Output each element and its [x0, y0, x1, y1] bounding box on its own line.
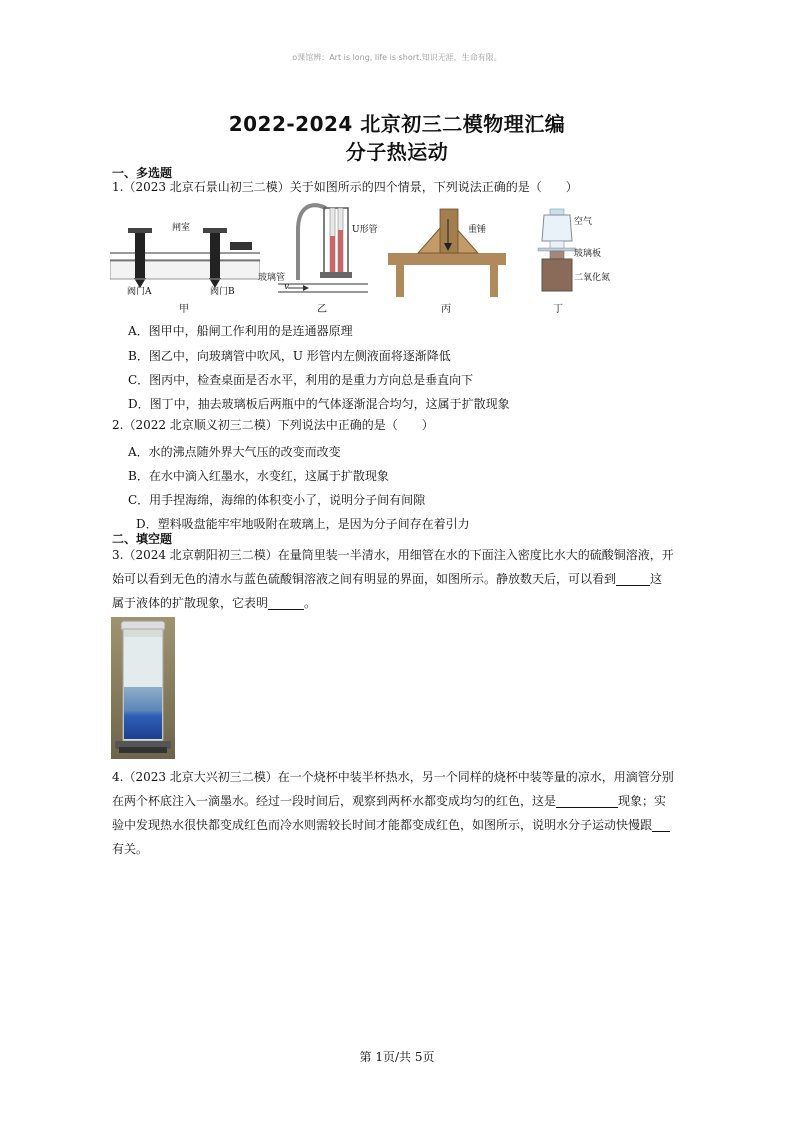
- label-glass-tube: 玻璃管: [258, 273, 286, 283]
- label-valve-a: 阀门A: [127, 287, 152, 297]
- page-footer: 第 1页/共 5页: [359, 1050, 435, 1064]
- label-air: 空气: [574, 217, 593, 227]
- page-title: 2022-2024 北京初三二模物理汇编: [228, 112, 566, 136]
- q3-text-2: 始可以看到无色的清水与蓝色硫酸铜溶液之间有明显的界面，如图所示。静放数天后，可以看到: [112, 572, 617, 586]
- q4-text-2-tail: 现象；实: [618, 794, 667, 808]
- caption-ding: 丁: [553, 304, 563, 315]
- q3-text-2-tail: 这: [650, 572, 663, 586]
- question-4-line-3: [112, 812, 692, 838]
- label-valve-b: 阀门B: [210, 287, 235, 297]
- question-4-line-2: [112, 788, 692, 814]
- header-note: o课馆辨：Art is long, life is short.知识无涯，生命有限。: [292, 53, 502, 62]
- question-1-stem: 1.（2023 北京石景山初三二模）关于如图所示的四个情景，下列说法正确的是（ ）: [112, 180, 578, 194]
- q1-option-c: C．图丙中，检查桌面是否水平，利用的是重力方向总是垂直向下: [128, 373, 474, 387]
- q1-option-a: A．图甲中，船闸工作利用的是连通器原理: [128, 324, 353, 338]
- question-3-line-2: [112, 566, 692, 592]
- question-3-line-1: 3.（2024 北京朝阳初三二模）在量筒里装一半清水，用细管在水的下面注入密度比水大的硫酸铜溶液，开: [112, 548, 674, 562]
- q2-option-b: B．在水中滴入红墨水，水变红，这属于扩散现象: [128, 469, 389, 483]
- q3-text-3: 属于液体的扩散现象，它表明: [112, 596, 269, 610]
- question-2-stem: 2.（2022 北京顺义初三二模）下列说法中正确的是（ ）: [112, 418, 434, 432]
- caption-bing: 丙: [441, 304, 451, 315]
- q1-option-d: D．图丁中，抽去玻璃板后两瓶中的气体逐渐混合均匀，这属于扩散现象: [128, 397, 510, 411]
- question-3-line-3: [112, 590, 682, 616]
- label-velocity: v: [284, 282, 290, 292]
- page-subtitle: 分子热运动: [345, 140, 449, 164]
- caption-yi: 乙: [317, 304, 327, 315]
- question-4-line-4: 有关。: [112, 842, 149, 856]
- q2-option-c: C．用手捏海绵，海绵的体积变小了，说明分子间有间隙: [128, 493, 426, 507]
- photo-graduated-cylinder: [111, 617, 175, 759]
- label-nitrogen-dioxide: 二氧化氮: [574, 273, 611, 283]
- q4-blank-1[interactable]: [556, 793, 618, 808]
- section-heading-fill-blank: 二、填空题: [112, 532, 173, 546]
- label-u-tube: U形管: [352, 225, 378, 235]
- figure-level-table: [388, 205, 508, 300]
- q4-text-3: 验中发现热水很快都变成红色而冷水则需较长时间才能都变成红色，如图所示，说明水分子运动快慢跟: [112, 818, 653, 832]
- q3-blank-2[interactable]: [268, 595, 304, 610]
- q2-option-d: D．塑料吸盘能牢牢地吸附在玻璃上，是因为分子间存在着引力: [136, 517, 470, 531]
- q3-text-3-tail: 。: [304, 596, 317, 610]
- section-heading-multi-choice: 一、多选题: [112, 166, 173, 180]
- q4-blank-2[interactable]: [652, 817, 670, 832]
- label-lock-chamber: 闸室: [172, 223, 191, 233]
- q1-option-b: B．图乙中，向玻璃管中吹风，U 形管内左侧液面将逐渐降低: [128, 349, 451, 363]
- q4-text-2: 在两个杯底注入一滴墨水。经过一段时间后，观察到两杯水都变成均匀的红色，这是: [112, 794, 557, 808]
- q2-option-a: A．水的沸点随外界大气压的改变而改变: [128, 445, 341, 459]
- q3-blank-1[interactable]: [616, 571, 650, 586]
- caption-jia: 甲: [179, 304, 189, 315]
- label-glass-plate: 玻璃板: [574, 249, 602, 259]
- label-plumb-weight: 重锤: [468, 225, 487, 235]
- question-4-line-1: 4.（2023 北京大兴初三二模）在一个烧杯中装半杯热水，另一个同样的烧杯中装等量的凉水，用滴管分别: [112, 770, 674, 784]
